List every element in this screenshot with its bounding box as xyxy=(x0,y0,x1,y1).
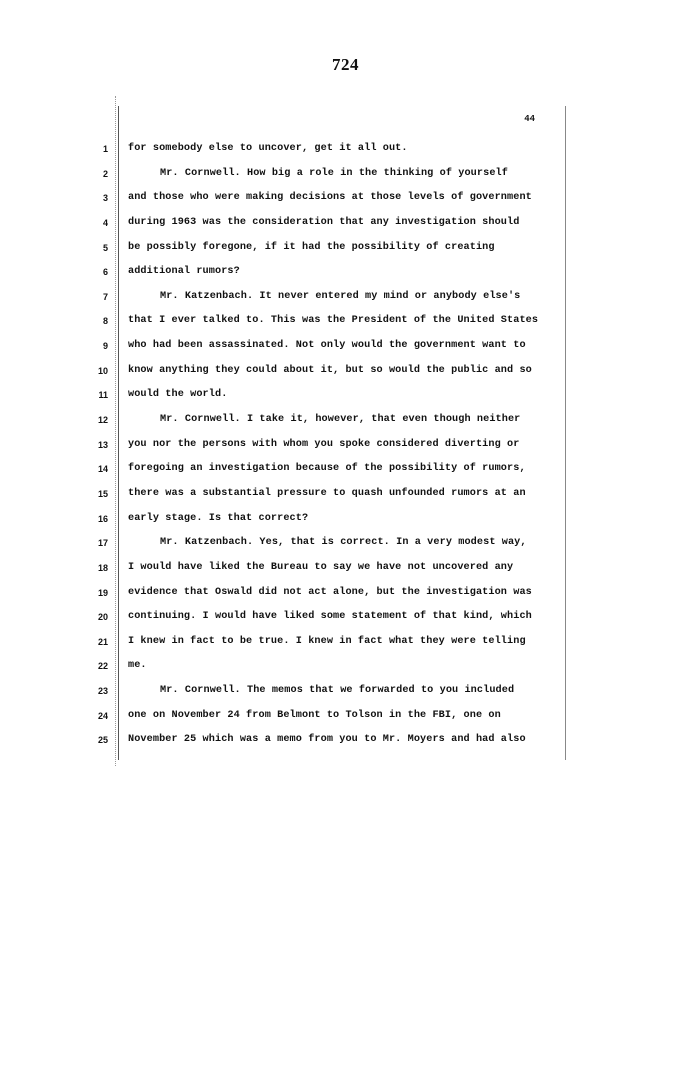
page-number: 724 xyxy=(332,55,359,74)
transcript-line: November 25 which was a memo from you to Mr. Moyers and had also xyxy=(128,734,526,746)
transcript-line: early stage. Is that correct? xyxy=(128,512,309,524)
transcript-line: evidence that Oswald did not act alone, but the investigation was xyxy=(128,586,532,598)
line-number: 5 xyxy=(102,242,108,253)
line-number: 21 xyxy=(97,636,108,647)
line-number: 3 xyxy=(102,193,108,204)
line-number: 17 xyxy=(97,538,108,549)
transcript-line: Mr. Katzenbach. Yes, that is correct. In a very modest way, xyxy=(160,537,527,549)
line-number: 7 xyxy=(102,291,108,302)
transcript-line: Mr. Katzenbach. It never entered my mind or anybody else's xyxy=(160,290,521,302)
transcript-line: additional rumors? xyxy=(128,266,240,278)
sheet-number: 44 xyxy=(524,114,535,124)
line-number: 9 xyxy=(102,341,108,352)
transcript-text xyxy=(128,137,568,753)
line-number: 4 xyxy=(102,217,108,228)
transcript-line: foregoing an investigation because of the possibility of rumors, xyxy=(128,463,526,475)
transcript-line: know anything they could about it, but so would the public and so xyxy=(128,364,532,376)
transcript-line: me. xyxy=(128,660,147,672)
transcript-line: would the world. xyxy=(128,389,228,401)
transcript-line: one on November 24 from Belmont to Tolson in the FBI, one on xyxy=(128,709,501,721)
line-number: 10 xyxy=(97,365,108,376)
transcript-line: Mr. Cornwell. How big a role in the thinking of yourself xyxy=(160,167,508,179)
transcript-line: that I ever talked to. This was the President of the United States xyxy=(128,315,539,327)
transcript-line: who had been assassinated. Not only would the government want to xyxy=(128,340,526,352)
transcript-line: continuing. I would have liked some statement of that kind, which xyxy=(128,611,532,623)
line-number: 16 xyxy=(97,513,108,524)
transcript-line: I would have liked the Bureau to say we have not uncovered any xyxy=(128,561,514,573)
line-number: 23 xyxy=(97,686,108,697)
line-number-column xyxy=(78,137,108,753)
transcript-line: Mr. Cornwell. The memos that we forwarded to you included xyxy=(160,685,515,697)
line-number: 8 xyxy=(102,316,108,327)
line-number: 14 xyxy=(97,464,108,475)
line-number: 6 xyxy=(102,267,108,278)
transcript-line: and those who were making decisions at those levels of government xyxy=(128,192,532,204)
transcript-line: for somebody else to uncover, get it all out. xyxy=(128,143,408,154)
line-number: 24 xyxy=(97,710,108,721)
line-number: 11 xyxy=(98,390,108,401)
line-number: 12 xyxy=(97,415,108,426)
line-number: 25 xyxy=(97,735,108,746)
line-number: 19 xyxy=(97,587,108,598)
line-number: 22 xyxy=(97,661,108,672)
line-number: 13 xyxy=(97,439,108,450)
transcript-line: Mr. Cornwell. I take it, however, that even though neither xyxy=(160,414,521,426)
transcript-line: I knew in fact to be true. I knew in fact what they were telling xyxy=(128,635,526,647)
transcript-line: during 1963 was the consideration that any investigation should xyxy=(128,216,520,228)
line-number: 15 xyxy=(97,488,108,499)
transcript-line: be possibly foregone, if it had the possibility of creating xyxy=(128,241,495,253)
line-number: 1 xyxy=(102,144,108,154)
line-number: 2 xyxy=(102,168,108,179)
transcript-line: you nor the persons with whom you spoke considered diverting or xyxy=(128,438,520,450)
line-number: 20 xyxy=(97,612,108,623)
margin-rule xyxy=(115,96,116,766)
transcript-line: there was a substantial pressure to quash unfounded rumors at an xyxy=(128,487,526,499)
line-number: 18 xyxy=(97,562,108,573)
